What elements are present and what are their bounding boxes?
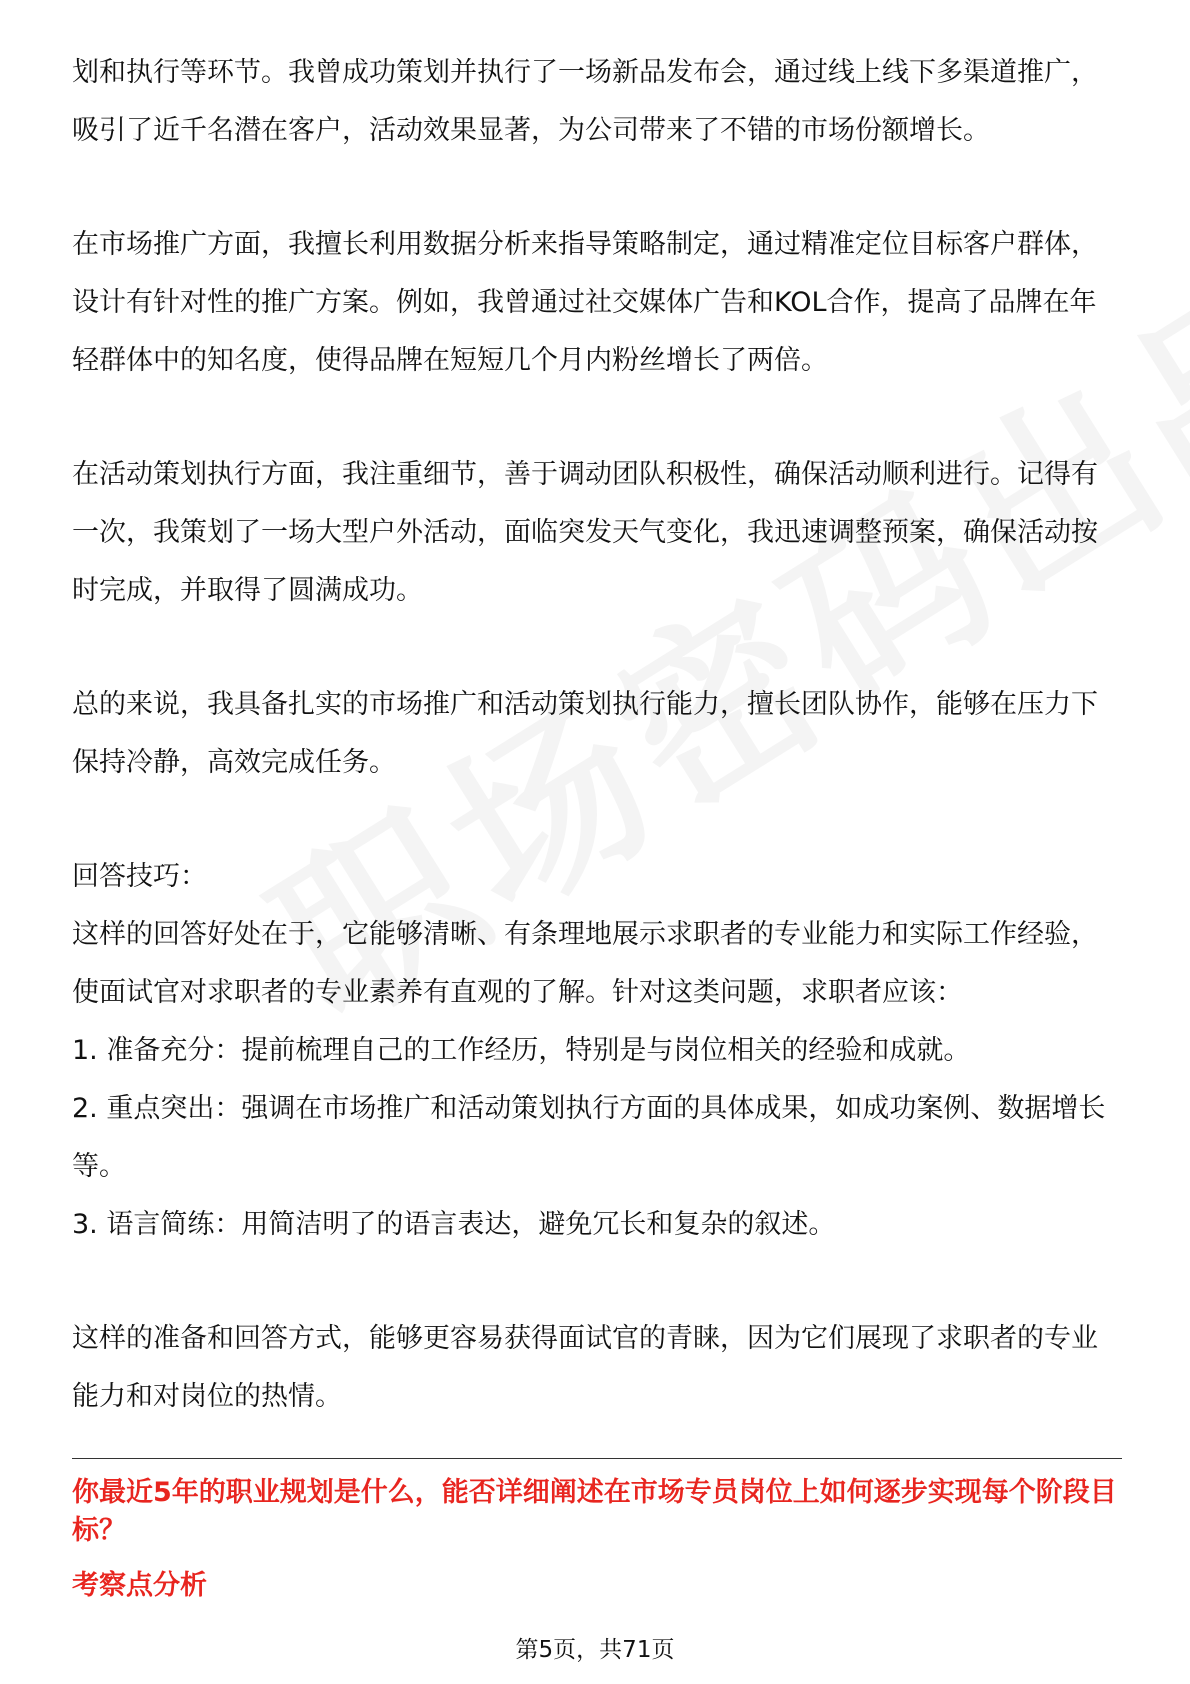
tips-item-2: 2. 重点突出：强调在市场推广和活动策划执行方面的具体成果，如成功案例、数据增长等。 <box>72 1093 1106 1182</box>
page-body <box>72 44 1122 1426</box>
paragraph-1: 划和执行等环节。我曾成功策划并执行了一场新品发布会，通过线上线下多渠道推广，吸引了近千名潜在客户，活动效果显著，为公司带来了不错的市场份额增长。 <box>72 57 1098 146</box>
tips-item-1: 1. 准备充分：提前梳理自己的工作经历，特别是与岗位相关的经验和成就。 <box>72 1035 971 1066</box>
tips-item-3: 3. 语言简练：用简洁明了的语言表达，避免冗长和复杂的叙述。 <box>72 1209 836 1240</box>
tips-intro: 这样的回答好处在于，它能够清晰、有条理地展示求职者的专业能力和实际工作经验，使面试官对求职者的专业素养有直观的了解。针对这类问题，求职者应该： <box>72 919 1098 1008</box>
tips-heading: 回答技巧： <box>72 861 207 892</box>
paragraph-2: 在市场推广方面，我擅长利用数据分析来指导策略制定，通过精准定位目标客户群体，设计有针对性的推广方案。例如，我曾通过社交媒体广告和KOL合作，提高了品牌在年轻群体中的知名度，使得品牌在短短几个月内粉丝增长了两倍。 <box>72 229 1098 376</box>
paragraph-4: 总的来说，我具备扎实的市场推广和活动策划执行能力，擅长团队协作，能够在压力下保持冷静，高效完成任务。 <box>72 689 1098 778</box>
analysis-subheading: 考察点分析 <box>72 1570 207 1601</box>
question-title: 你最近5年的职业规划是什么，能否详细阐述在市场专员岗位上如何逐步实现每个阶段目标？ <box>72 1477 1117 1546</box>
paragraph-3: 在活动策划执行方面，我注重细节，善于调动团队积极性，确保活动顺利进行。记得有一次，我策划了一场大型户外活动，面临突发天气变化，我迅速调整预案，确保活动按时完成，并取得了圆满成功。 <box>72 459 1098 606</box>
tips-closing: 这样的准备和回答方式，能够更容易获得面试官的青睐，因为它们展现了求职者的专业能力和对岗位的热情。 <box>72 1323 1098 1412</box>
page-number: 第5页，共71页 <box>515 1637 675 1663</box>
section-divider <box>72 1458 1122 1459</box>
